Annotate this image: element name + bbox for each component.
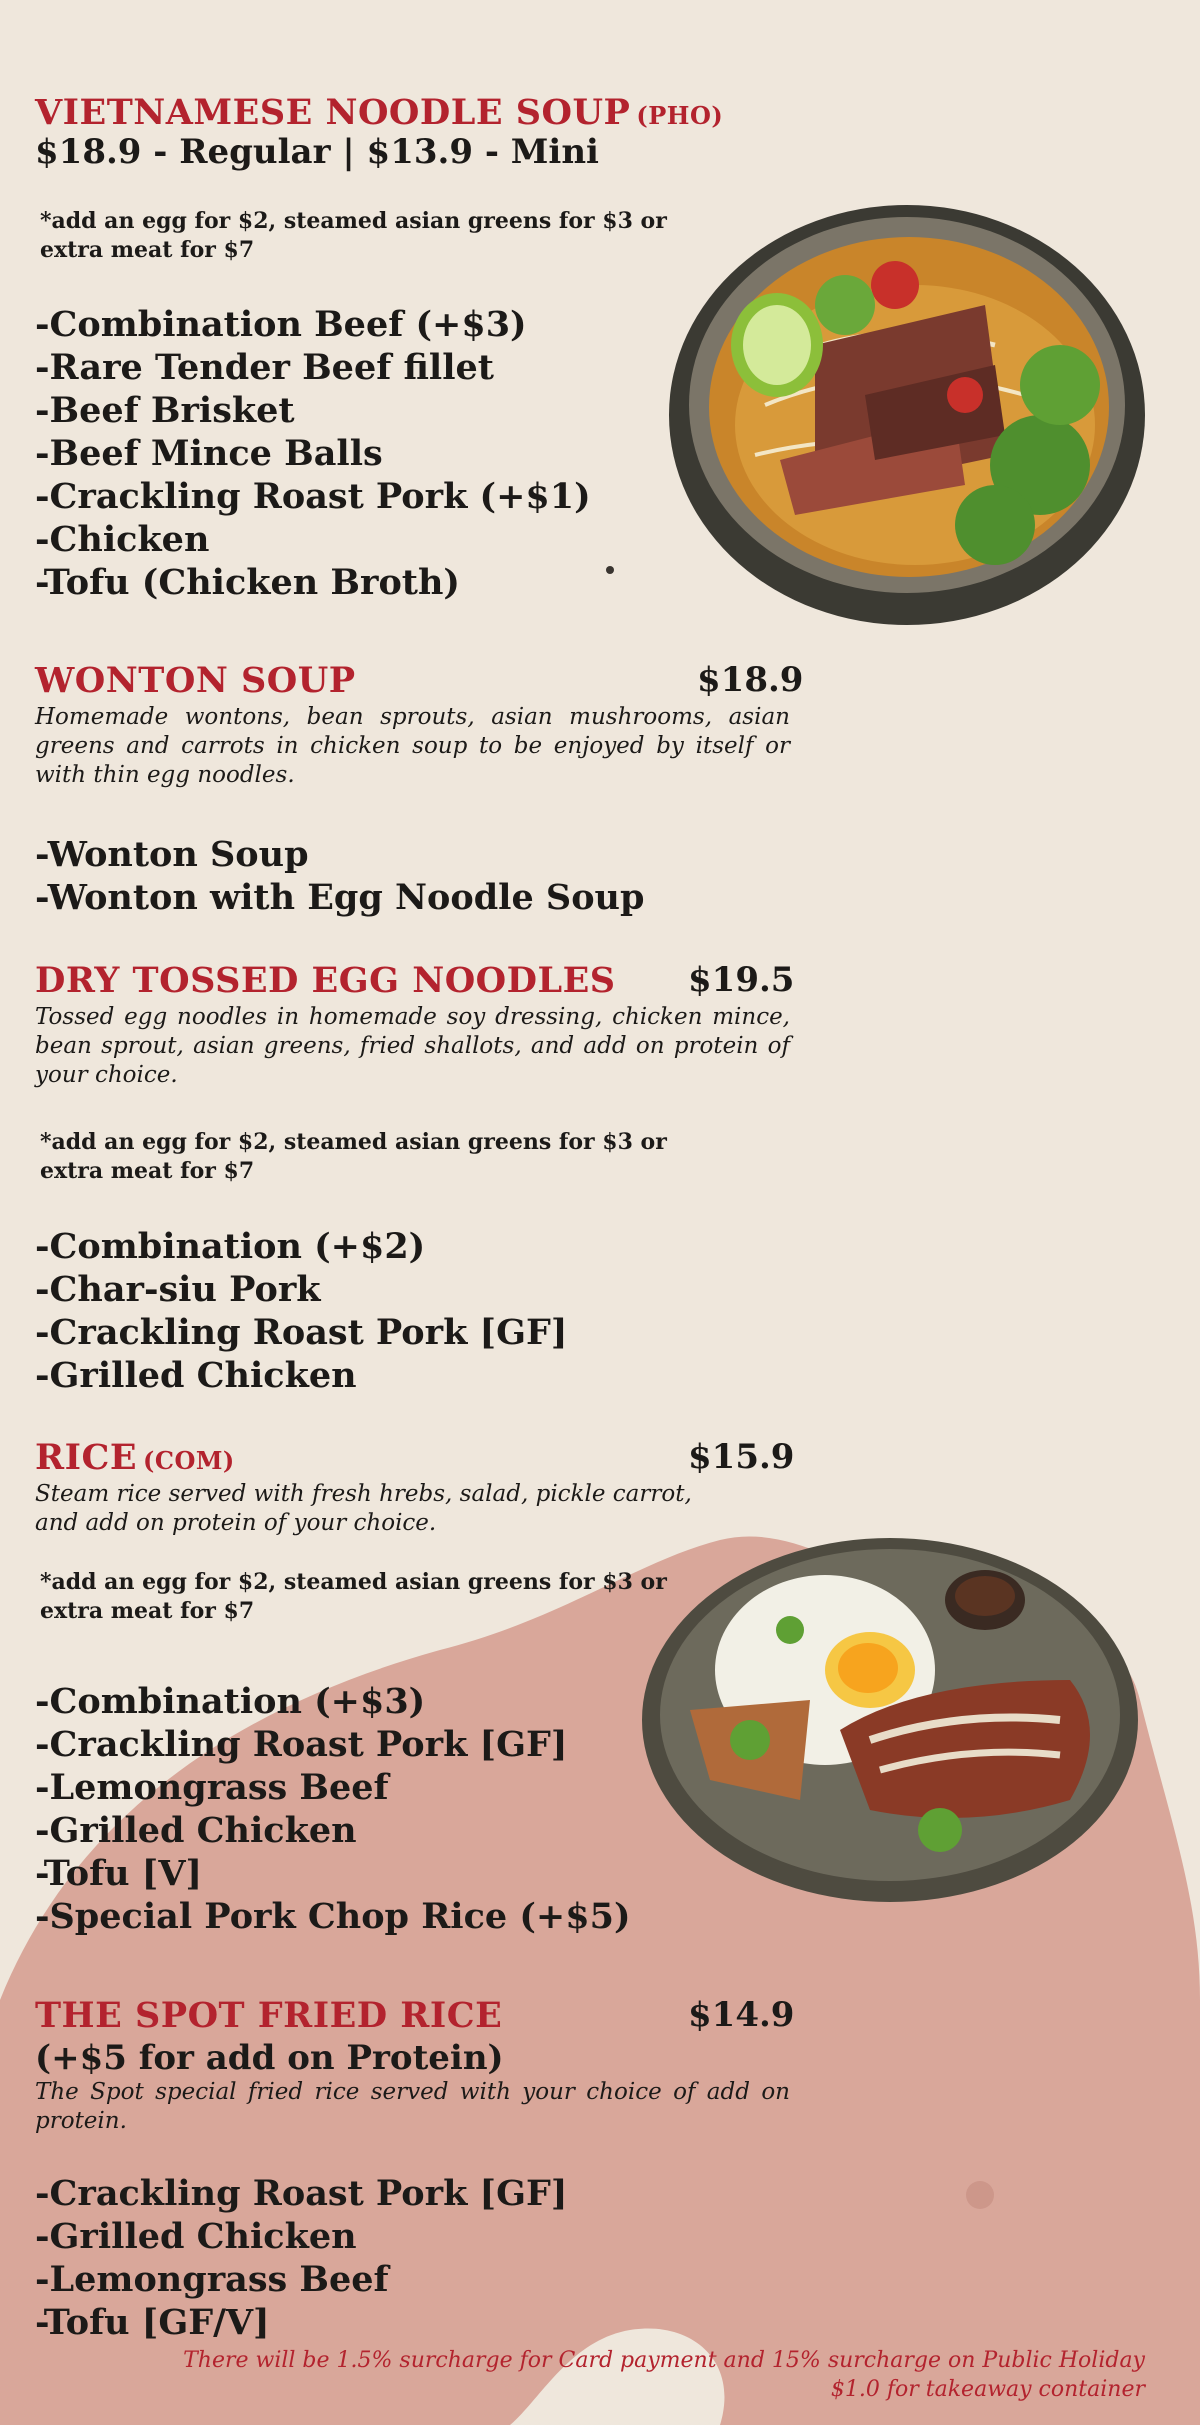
fried-rice-items-list	[35, 2172, 567, 2344]
pho-items-list	[35, 303, 591, 604]
list-item: -Crackling Roast Pork [GF]	[35, 1312, 568, 1353]
fried-rice-price: $14.9	[688, 1995, 795, 2035]
list-item: -Special Pork Chop Rice (+$5)	[35, 1896, 631, 1937]
wonton-price: $18.9	[697, 660, 804, 700]
list-item: -Wonton Soup	[35, 834, 309, 875]
wonton-items-list	[35, 833, 644, 919]
list-item: -Rare Tender Beef fillet	[35, 347, 494, 388]
list-item: -Wonton with Egg Noodle Soup	[35, 877, 645, 918]
surcharge-line: There will be 1.5% surcharge for Card payment and 15% surcharge on Public Holiday	[183, 2348, 1145, 2373]
takeaway-container-line: $1.0 for takeaway container	[830, 2377, 1145, 2402]
list-item: -Crackling Roast Pork [GF]	[35, 1724, 568, 1765]
list-item: -Grilled Chicken	[35, 1355, 357, 1396]
pho-addon-note: *add an egg for $2, steamed asian greens for $3 or extra meat for $7	[40, 208, 667, 263]
list-item: -Combination Beef (+$3)	[35, 304, 527, 345]
list-item: -Combination (+$3)	[35, 1681, 426, 1722]
list-item: -Tofu (Chicken Broth)	[35, 562, 460, 603]
list-item: -Crackling Roast Pork (+$1)	[35, 476, 591, 517]
dry-noodles-description: Tossed egg noodles in homemade soy dressing, chicken mince, bean sprout, asian greens, fried shallots, and add on protein of your choice.	[35, 1004, 790, 1088]
dry-noodles-items-list	[35, 1225, 567, 1397]
rice-description: Steam rice served with fresh hrebs, salad, pickle carrot, and add on protein of your choice.	[35, 1481, 692, 1536]
dry-noodles-addon-note: *add an egg for $2, steamed asian greens for $3 or extra meat for $7	[40, 1129, 667, 1184]
fried-rice-description: The Spot special fried rice served with your choice of add on protein.	[35, 2079, 790, 2134]
rice-section-title	[35, 1437, 235, 1478]
pho-title-text: VIETNAMESE NOODLE SOUP	[35, 92, 631, 133]
rice-title-sub: (COM)	[143, 1446, 235, 1475]
rice-price: $15.9	[688, 1437, 795, 1477]
list-item: -Tofu [V]	[35, 1853, 203, 1894]
wonton-description: Homemade wontons, bean sprouts, asian mushrooms, asian greens and carrots in chicken soup to be enjoyed by itself or with thin egg noodles.	[35, 704, 790, 788]
list-item: -Char-siu Pork	[35, 1269, 321, 1310]
list-item: -Crackling Roast Pork [GF]	[35, 2173, 568, 2214]
list-item: -Grilled Chicken	[35, 2216, 357, 2257]
fried-rice-addon-note: (+$5 for add on Protein)	[35, 2038, 504, 2078]
wonton-section-title: WONTON SOUP	[35, 660, 356, 701]
pho-prices: $18.9 - Regular | $13.9 - Mini	[35, 132, 599, 172]
rice-items-list	[35, 1680, 631, 1938]
list-item: -Tofu [GF/V]	[35, 2302, 270, 2343]
list-item: -Combination (+$2)	[35, 1226, 426, 1267]
dry-noodles-price: $19.5	[688, 960, 795, 1000]
list-item: -Chicken	[35, 519, 210, 560]
dry-noodles-section-title: DRY TOSSED EGG NOODLES	[35, 960, 616, 1001]
list-item: -Lemongrass Beef	[35, 2259, 389, 2300]
rice-title-text: RICE	[35, 1437, 137, 1478]
pho-title-sub: (PHO)	[636, 101, 724, 130]
surcharge-footer-note	[145, 2346, 1145, 2404]
list-item: -Beef Mince Balls	[35, 433, 383, 474]
list-item: -Grilled Chicken	[35, 1810, 357, 1851]
pho-section-title	[35, 92, 723, 133]
list-item: -Beef Brisket	[35, 390, 295, 431]
fried-rice-section-title: THE SPOT FRIED RICE	[35, 1995, 503, 2036]
rice-addon-note: *add an egg for $2, steamed asian greens for $3 or extra meat for $7	[40, 1569, 667, 1624]
list-item: -Lemongrass Beef	[35, 1767, 389, 1808]
